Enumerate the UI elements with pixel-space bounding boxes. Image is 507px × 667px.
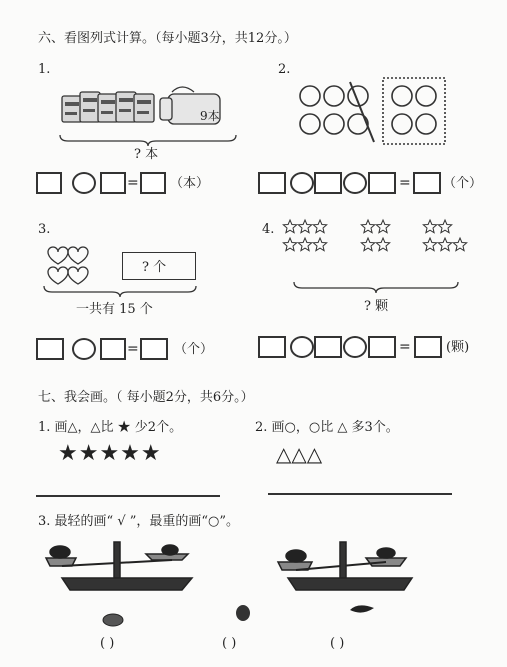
outline-star-icon [423,220,436,233]
outline-star-icon [283,238,296,251]
outline-star-icon [361,220,374,233]
q2-answer-box-4[interactable] [413,172,441,194]
vegetable-icon-2 [234,604,252,622]
q1-number: 1. [38,62,51,77]
q1-operator-circle[interactable] [72,172,96,194]
s7-q1-text: 1. 画△，△比 ★ 少2个。 [38,420,183,435]
q2-operator-circle-1[interactable] [290,172,314,194]
vegetable-icon-1 [101,612,127,628]
q4-number: 4. [262,222,275,237]
q3-answer-box-2[interactable] [100,338,126,360]
q1-brace-label: ? 本 [134,147,159,162]
outline-star-icon [376,220,389,233]
s7-q2-text: 2. 画○，○比 △ 多3个。 [255,420,399,435]
q3-answer-box-1[interactable] [36,338,64,360]
q4-brace-label: ? 颗 [364,299,389,314]
q3-answer-box-3[interactable] [140,338,168,360]
outline-star-icon [313,238,326,251]
q4-equals: = [399,339,411,355]
q1-answer-box-2[interactable] [100,172,126,194]
outline-star-icon [361,238,374,251]
outline-star-icon [313,220,326,233]
balance-scale-2 [272,540,422,600]
outline-star-icon [298,220,311,233]
q3-equals: = [127,341,139,357]
q2-operator-circle-2[interactable] [343,172,367,194]
q1-answer-box-1[interactable] [36,172,62,194]
q3-brace [42,284,200,298]
q3-unit: （个） [174,342,214,357]
q1-brace [58,133,238,147]
section7-title: 七、我会画。（ 每小题2分，共6分。） [38,390,254,405]
q2-circles-illustration [298,78,468,150]
q2-answer-box-3[interactable] [368,172,396,194]
s7-q1-stars: ★★★★★ [58,441,162,466]
q2-answer-box-2[interactable] [314,172,342,194]
weight-answer-blank-1[interactable]: ( ) [100,636,115,651]
weight-answer-blank-2[interactable]: ( ) [222,636,237,651]
q4-operator-circle-1[interactable] [290,336,314,358]
outline-star-icon [376,238,389,251]
q4-answer-box-2[interactable] [314,336,342,358]
s7-q2-triangles: △△△ [276,442,323,466]
s7-q3-text: 3. 最轻的画“ √ ”，最重的画“○”。 [38,514,240,529]
q4-answer-box-1[interactable] [258,336,286,358]
q1-answer-box-3[interactable] [140,172,166,194]
s7-q1-answer-line[interactable] [36,495,220,497]
q4-brace [292,280,462,294]
q3-number: 3. [38,222,51,237]
q3-hearts [46,248,90,288]
outline-star-icon [298,238,311,251]
q1-unit: （本） [170,176,210,191]
q2-equals: = [399,175,411,191]
outline-star-icon [283,220,296,233]
q2-answer-box-1[interactable] [258,172,286,194]
q4-unit: (颗) [446,340,470,355]
outline-star-icon [453,238,466,251]
s7-q2-answer-line[interactable] [268,493,452,495]
q2-unit: （个） [443,176,483,191]
vegetable-icon-3 [348,602,376,616]
q3-operator-circle[interactable] [72,338,96,360]
weight-answer-blank-3[interactable]: ( ) [330,636,345,651]
q4-operator-circle-2[interactable] [343,336,367,358]
q3-unknown-label: ? 个 [142,260,167,275]
q4-answer-box-4[interactable] [414,336,442,358]
outline-star-icon [438,220,451,233]
q4-answer-box-3[interactable] [368,336,396,358]
outline-star-icon [423,238,436,251]
q3-brace-label: 一共有 15 个 [76,302,153,317]
q1-equals: = [127,175,139,191]
balance-scale-1 [42,538,202,598]
q2-number: 2. [278,62,291,77]
q1-books-count: 9本 [200,109,220,123]
section6-title: 六、看图列式计算。（每小题3分，共12分。） [38,31,297,46]
outline-star-icon [438,238,451,251]
q4-stars [282,218,482,258]
